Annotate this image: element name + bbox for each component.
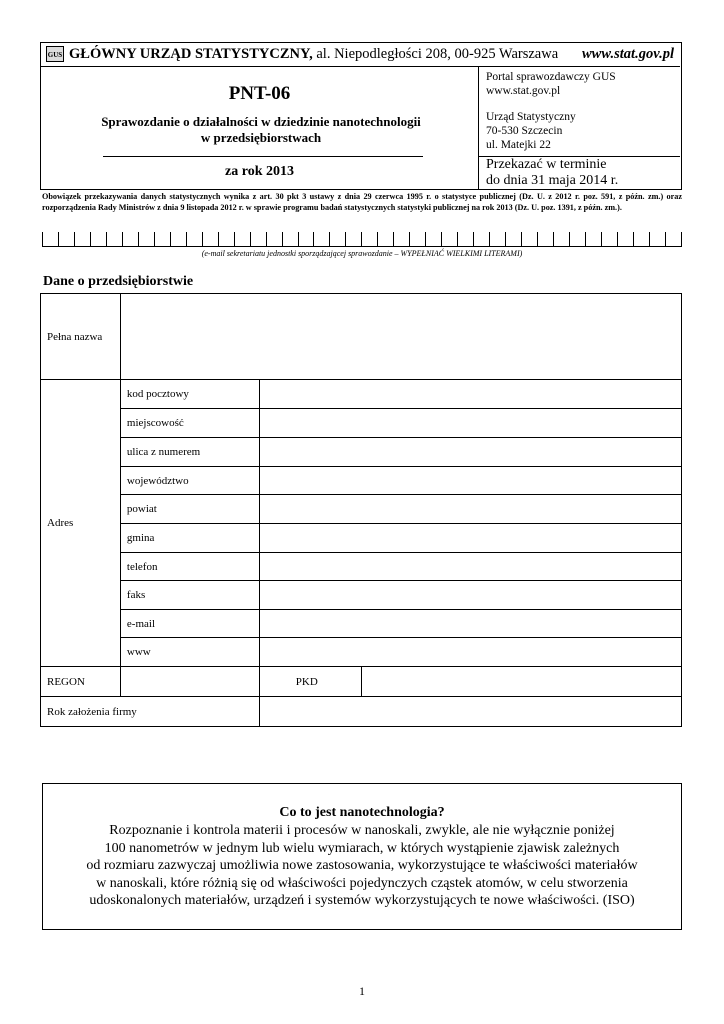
email-input-boxes[interactable] — [42, 232, 682, 247]
address-field-input[interactable] — [259, 409, 681, 438]
full-name-label: Pełna nazwa — [41, 294, 121, 380]
address-field-label: ulica z numerem — [120, 438, 259, 467]
email-char-cell[interactable] — [59, 232, 75, 247]
regon-field[interactable] — [120, 667, 259, 697]
full-name-field[interactable] — [120, 294, 681, 380]
address-field-label: faks — [120, 581, 259, 610]
header-top-row — [41, 43, 680, 67]
address-field-label: www — [120, 638, 259, 667]
address-field-label: miejscowość — [120, 409, 259, 438]
address-field-input[interactable] — [259, 610, 681, 638]
address-field-label: powiat — [120, 495, 259, 524]
definition-line: w nanoskali, które różnią się od właściwości pojedynczych cząstek atomów, w celu stworzenia — [96, 875, 628, 891]
org-name: GŁÓWNY URZĄD STATYSTYCZNY, — [69, 46, 313, 62]
email-char-cell[interactable] — [107, 232, 123, 247]
email-char-cell[interactable] — [586, 232, 602, 247]
email-char-cell[interactable] — [410, 232, 426, 247]
definition-title: Co to jest nanotechnologia? — [279, 805, 445, 820]
org-address: al. Niepodległości 208, 00-925 Warszawa — [312, 46, 559, 62]
company-data-table — [40, 293, 682, 727]
address-field-input[interactable] — [259, 495, 681, 524]
subtitle-line-2: w przedsiębiorstwach — [200, 130, 322, 145]
address-field-input[interactable] — [259, 581, 681, 610]
gus-logo-icon: GUS — [46, 46, 64, 62]
email-char-cell[interactable] — [570, 232, 586, 247]
office-info — [486, 110, 576, 152]
deadline-info — [486, 157, 618, 189]
deadline-line-2: do dnia 31 maja 2014 r. — [486, 173, 619, 188]
email-char-cell[interactable] — [171, 232, 187, 247]
email-char-cell[interactable] — [506, 232, 522, 247]
office-line-1: Urząd Statystyczny — [486, 111, 576, 123]
email-char-cell[interactable] — [346, 232, 362, 247]
form-header — [40, 42, 682, 190]
email-char-cell[interactable] — [299, 232, 315, 247]
address-field-input[interactable] — [259, 467, 681, 495]
email-char-cell[interactable] — [314, 232, 330, 247]
email-char-cell[interactable] — [394, 232, 410, 247]
email-char-cell[interactable] — [490, 232, 506, 247]
header-divider — [478, 67, 479, 189]
form-code: PNT-06 — [228, 83, 291, 104]
office-line-3: ul. Matejki 22 — [486, 139, 551, 151]
address-field-label: e-mail — [120, 610, 259, 638]
legal-notice: Obowiązek przekazywania danych statystycznych wynika z art. 30 pkt 3 ustawy z dnia 29 czerwca 1995 r. o statystyce publicznej (Dz. U. z 2012 r. poz. 591, z późn. zm.) oraz rozporządzenia Rady Ministrów z dnia 9 listopada 2012 r. w sprawie programu badań statystycznych statystyki publicznej na rok 2013 (Dz. U. poz. 1391, z późn. zm.). — [42, 192, 682, 212]
definition-line: 100 nanometrów w jednym lub wielu wymiarach, w których wystąpienie zjawisk zależnych — [104, 840, 620, 856]
email-char-cell[interactable] — [123, 232, 139, 247]
org-line — [69, 46, 558, 63]
email-char-cell[interactable] — [75, 232, 91, 247]
office-line-2: 70-530 Szczecin — [486, 125, 563, 137]
founded-field[interactable] — [259, 697, 681, 727]
email-char-cell[interactable] — [283, 232, 299, 247]
email-char-cell[interactable] — [267, 232, 283, 247]
org-url[interactable]: www.stat.gov.pl — [582, 46, 674, 62]
email-char-cell[interactable] — [474, 232, 490, 247]
email-char-cell[interactable] — [458, 232, 474, 247]
email-char-cell[interactable] — [362, 232, 378, 247]
subtitle-line-1: Sprawozdanie o działalności w dziedzinie nanotechnologii — [101, 114, 421, 129]
email-char-cell[interactable] — [538, 232, 554, 247]
address-field-input[interactable] — [259, 553, 681, 581]
email-char-cell[interactable] — [522, 232, 538, 247]
email-char-cell[interactable] — [618, 232, 634, 247]
email-char-cell[interactable] — [602, 232, 618, 247]
deadline-line-1: Przekazać w terminie — [486, 157, 607, 172]
email-char-cell[interactable] — [442, 232, 458, 247]
email-char-cell[interactable] — [666, 232, 681, 247]
page-number: 1 — [359, 984, 365, 998]
email-char-cell[interactable] — [251, 232, 267, 247]
subtitle-separator — [103, 156, 423, 157]
address-field-input[interactable] — [259, 638, 681, 667]
definition-body — [51, 822, 673, 910]
definition-line: od rozmiaru zazwyczaj umożliwia nowe zastosowania, wykorzystujące te właściwości materiałów — [86, 858, 638, 874]
portal-info — [486, 70, 616, 98]
email-char-cell[interactable] — [139, 232, 155, 247]
portal-line-2[interactable]: www.stat.gov.pl — [486, 85, 561, 97]
address-field-label: telefon — [120, 553, 259, 581]
email-char-cell[interactable] — [155, 232, 171, 247]
pkd-label: PKD — [259, 667, 361, 697]
email-char-cell[interactable] — [203, 232, 219, 247]
email-char-cell[interactable] — [426, 232, 442, 247]
address-field-label: gmina — [120, 524, 259, 553]
email-char-cell[interactable] — [187, 232, 203, 247]
email-char-cell[interactable] — [219, 232, 235, 247]
email-char-cell[interactable] — [91, 232, 107, 247]
email-char-cell[interactable] — [378, 232, 394, 247]
address-field-input[interactable] — [259, 380, 681, 409]
email-char-cell[interactable] — [650, 232, 666, 247]
email-char-cell[interactable] — [634, 232, 650, 247]
email-char-cell[interactable] — [554, 232, 570, 247]
address-field-input[interactable] — [259, 524, 681, 553]
address-field-input[interactable] — [259, 438, 681, 467]
form-subtitle — [61, 114, 461, 146]
definition-line: udoskonalonych materiałów, urządzeń i systemów wykorzystujących te nowe właściwości. (ISO) — [89, 893, 635, 909]
email-char-cell[interactable] — [43, 232, 59, 247]
email-note: (e-mail sekretariatu jednostki sporządzającej sprawozdanie – WYPEŁNIAĆ WIELKIMI LITERAMI) — [201, 249, 523, 258]
regon-label: REGON — [41, 667, 121, 697]
address-label: Adres — [41, 380, 121, 667]
founded-label: Rok założenia firmy — [41, 697, 260, 727]
address-field-label: województwo — [120, 467, 259, 495]
pkd-field[interactable] — [361, 667, 681, 697]
report-year: za rok 2013 — [225, 164, 294, 179]
section-title: Dane o przedsiębiorstwie — [43, 274, 194, 289]
definition-line: Rozpoznanie i kontrola materii i procesów w nanoskali, zwykle, ale nie wyłącznie poniżej — [109, 823, 615, 838]
nanotech-definition-box — [42, 783, 682, 930]
email-char-cell[interactable] — [235, 232, 251, 247]
email-char-cell[interactable] — [330, 232, 346, 247]
address-field-label: kod pocztowy — [120, 380, 259, 409]
portal-line-1: Portal sprawozdawczy GUS — [486, 71, 616, 83]
